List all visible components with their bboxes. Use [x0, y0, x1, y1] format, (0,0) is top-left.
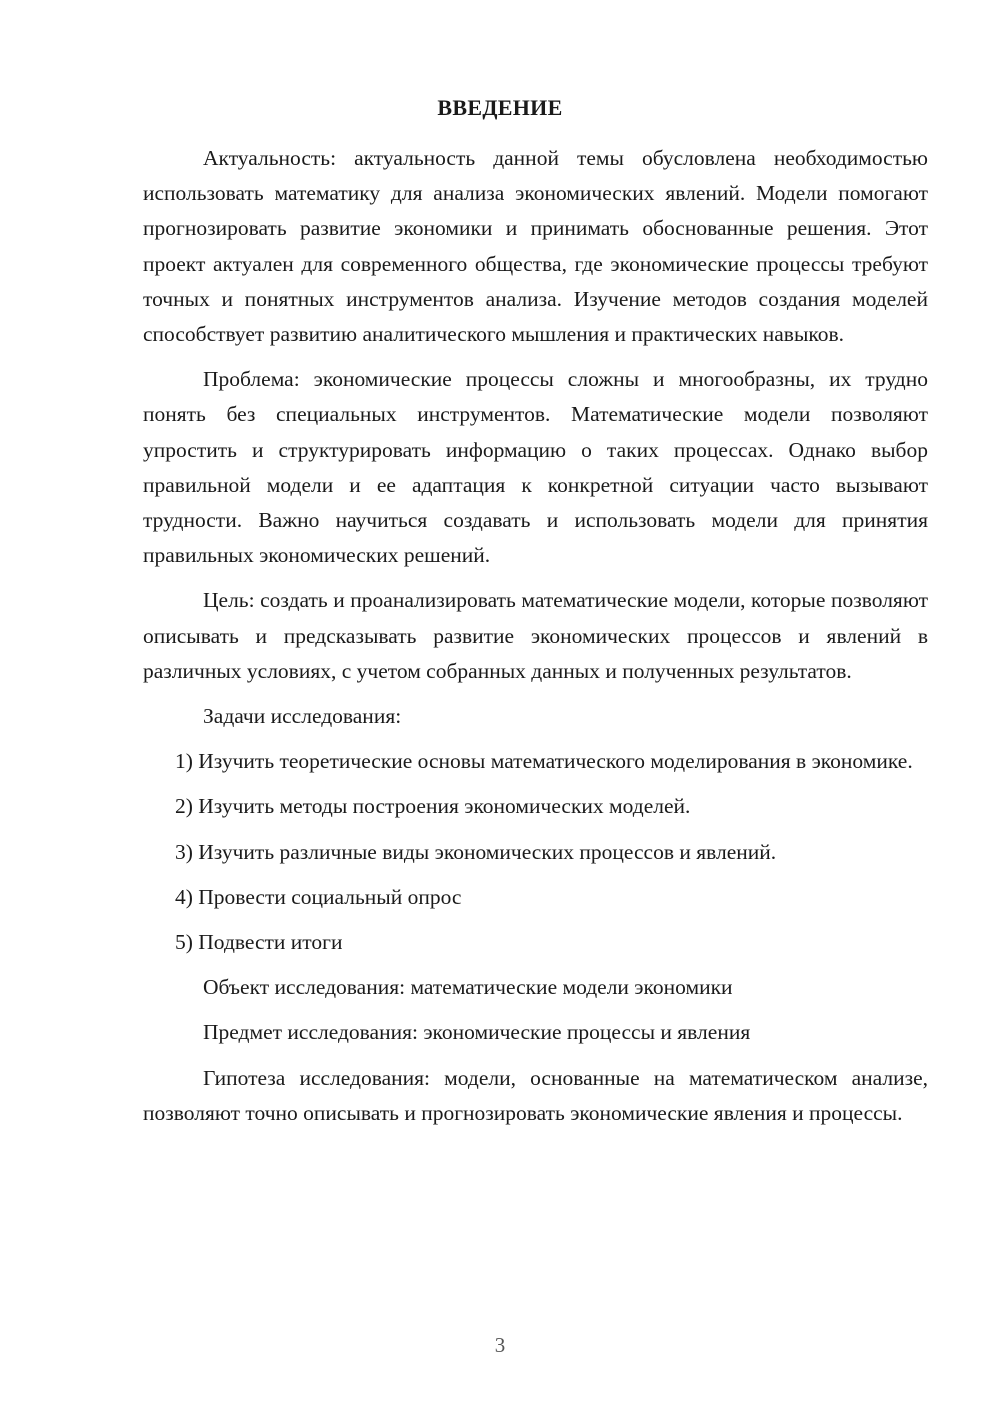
relevance-paragraph: Актуальность: актуальность данной темы обусловлена необходимостью использовать математику для анализа экономических явлений. Модели помогают прогнозировать развитие экономики и принимать обоснованные решения. Этот проект актуален для современного общества, где экономические процессы требуют точных и понятных инструментов анализа. Изучение методов создания моделей способствует развитию аналитического мышления и практических навыков. — [143, 146, 928, 347]
document-body — [143, 141, 928, 1141]
task-item-2: 2) Изучить методы построения экономических моделей. — [175, 794, 691, 819]
hypothesis-paragraph: Гипотеза исследования: модели, основанные на математическом анализе, позволяют точно описывать и прогнозировать экономические явления и процессы. — [143, 1065, 928, 1125]
subject-paragraph: Предмет исследования: экономические процессы и явления — [203, 1020, 751, 1045]
problem-paragraph: Проблема: экономические процессы сложны и многообразны, их трудно понять без специальных инструментов. Математические модели позволяют упростить и структурировать информацию о таких процессах. Однако выбор правильной модели и ее адаптация к конкретной ситуации часто вызывают трудности. Важно научиться создавать и использовать модели для принятия правильных экономических решений. — [143, 367, 928, 568]
task-item-1: 1) Изучить теоретические основы математического моделирования в экономике. — [175, 749, 913, 774]
task-item-4: 4) Провести социальный опрос — [175, 884, 462, 909]
page-number: 3 — [494, 1333, 506, 1357]
task-item-3: 3) Изучить различные виды экономических процессов и явлений. — [175, 839, 777, 864]
goal-paragraph: Цель: создать и проанализировать математические модели, которые позволяют описывать и предсказывать развитие экономических процессов и явлений в различных условиях, с учетом собранных данных и полученных результатов. — [143, 588, 928, 683]
task-item-5: 5) Подвести итоги — [175, 930, 343, 955]
tasks-heading: Задачи исследования: — [203, 704, 402, 729]
object-paragraph: Объект исследования: математические модели экономики — [203, 975, 733, 1000]
page-title: ВВЕДЕНИЕ — [437, 95, 563, 120]
